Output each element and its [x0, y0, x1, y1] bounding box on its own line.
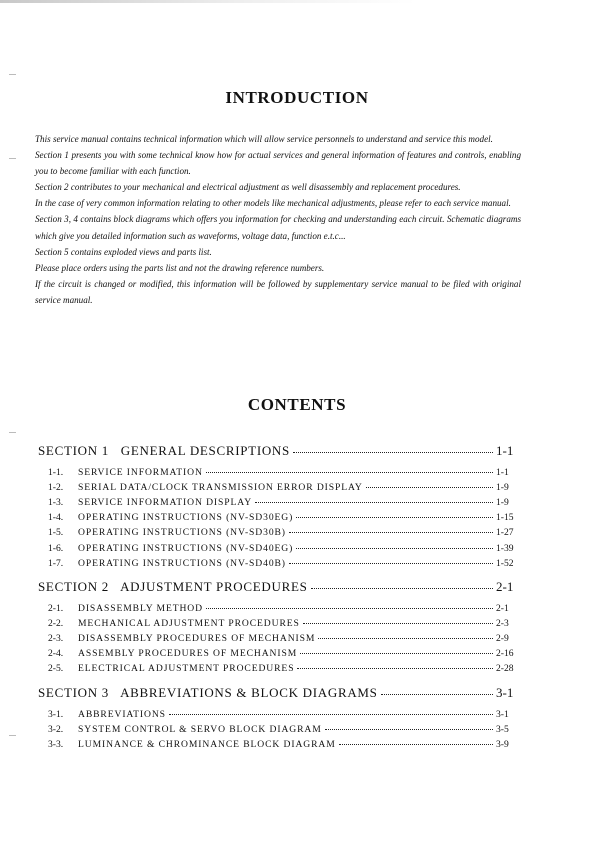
entry-title: DISASSEMBLY PROCEDURES OF MECHANISM: [78, 632, 316, 644]
entry-title: SERIAL DATA/CLOCK TRANSMISSION ERROR DISPLAY: [78, 481, 363, 493]
entry-title: SERVICE INFORMATION DISPLAY: [78, 496, 253, 508]
dot-leader: [255, 492, 493, 503]
toc-entry: [38, 555, 518, 570]
page-number: 1-9: [496, 481, 509, 493]
entry-number: 1-6.: [48, 542, 64, 554]
page-number: 2-1: [496, 579, 514, 594]
dot-leader: [293, 439, 493, 453]
page-number: 2-9: [496, 632, 509, 644]
dot-leader: [169, 704, 493, 715]
entry-number: 2-2.: [48, 617, 64, 629]
dot-leader: [206, 598, 493, 609]
page-number: 1-1: [496, 466, 509, 478]
page-number: 2-3: [496, 617, 509, 629]
toc-section-3: [38, 683, 518, 752]
scan-mark: [9, 432, 16, 433]
toc-section-2: [38, 577, 518, 676]
dot-leader: [297, 659, 493, 670]
toc-section-heading: [38, 683, 518, 699]
page-number: 1-9: [496, 496, 509, 508]
dot-leader: [339, 734, 493, 745]
introduction-text: [35, 131, 521, 308]
toc-entry: [38, 661, 518, 676]
page-number: 3-9: [496, 738, 509, 750]
dot-leader: [311, 575, 493, 589]
toc-section-1: [38, 441, 518, 570]
entry-number: 1-3.: [48, 496, 64, 508]
entry-number: 1-2.: [48, 481, 64, 493]
intro-paragraph: This service manual contains technical information which will allow service personnels to understand and service this model.: [35, 134, 493, 144]
entry-number: 2-3.: [48, 632, 64, 644]
intro-paragraph: Section 1 presents you with some technical know how for actual services and general information of features and controls, enabling you to become familiar with each function.: [35, 150, 521, 177]
intro-paragraph: Please place orders using the parts list and not the drawing reference numbers.: [35, 262, 325, 273]
page-number: 1-52: [496, 557, 514, 569]
scan-mark: [9, 735, 16, 736]
entry-title: ABBREVIATIONS: [78, 708, 166, 720]
toc-section-heading: [38, 577, 518, 593]
section-title: SECTION 2 ADJUSTMENT PROCEDURES: [38, 579, 308, 594]
entry-title: MECHANICAL ADJUSTMENT PROCEDURES: [78, 617, 300, 629]
entry-title: SYSTEM CONTROL & SERVO BLOCK DIAGRAM: [78, 723, 322, 735]
entry-title: DISASSEMBLY METHOD: [78, 602, 203, 614]
page-number: 2-1: [496, 602, 509, 614]
entry-title: OPERATING INSTRUCTIONS (NV-SD40B): [78, 557, 286, 569]
intro-paragraph: Section 2 contributes to your mechanical and electrical adjustment as well disassembly and replacement procedures.: [35, 182, 461, 193]
entry-number: 3-1.: [48, 708, 64, 720]
entry-title: SERVICE INFORMATION: [78, 466, 203, 478]
dot-leader: [300, 644, 493, 655]
scan-mark: [9, 74, 16, 75]
entry-title: OPERATING INSTRUCTIONS (NV-SD40EG): [78, 542, 294, 554]
dot-leader: [325, 719, 493, 730]
entry-title: OPERATING INSTRUCTIONS (NV-SD30B): [78, 527, 286, 539]
page-number: 2-16: [496, 648, 514, 660]
dot-leader: [289, 523, 493, 534]
section-title: SECTION 1 GENERAL DESCRIPTIONS: [38, 443, 290, 458]
dot-leader: [289, 553, 493, 564]
scan-mark: [9, 158, 16, 159]
page-number: 1-27: [496, 527, 514, 539]
dot-leader: [318, 628, 493, 639]
intro-paragraph: In the case of very common information relating to other models like mechanical adjustments, please refer to each service manual.: [35, 198, 511, 209]
intro-paragraph: Section 3, 4 contains block diagrams which offers you information for checking and understanding each circuit. Schematic diagrams which give you detailed information such as waveforms, voltage data, function e.t.c...: [35, 214, 521, 241]
entry-number: 2-5.: [48, 663, 64, 675]
dot-leader: [381, 681, 493, 695]
page-number: 2-28: [496, 663, 514, 675]
entry-title: OPERATING INSTRUCTIONS (NV-SD30EG): [78, 512, 294, 524]
introduction-heading: INTRODUCTION: [225, 88, 369, 107]
entry-title: LUMINANCE & CHROMINANCE BLOCK DIAGRAM: [78, 738, 336, 750]
entry-number: 1-5.: [48, 527, 64, 539]
contents-heading: CONTENTS: [247, 395, 347, 414]
section-title: SECTION 3 ABBREVIATIONS & BLOCK DIAGRAMS: [38, 685, 378, 700]
intro-paragraph: Section 5 contains exploded views and parts list.: [35, 246, 212, 257]
scan-edge: [0, 0, 594, 3]
entry-number: 2-1.: [48, 602, 64, 614]
entry-title: ELECTRICAL ADJUSTMENT PROCEDURES: [78, 663, 295, 675]
dot-leader: [296, 538, 493, 549]
entry-number: 3-2.: [48, 723, 64, 735]
entry-number: 1-7.: [48, 557, 64, 569]
toc-section-heading: [38, 441, 518, 457]
dot-leader: [303, 613, 493, 624]
dot-leader: [296, 508, 493, 519]
page-number: 3-1: [496, 685, 514, 700]
toc-entry: [38, 736, 518, 751]
entry-title: ASSEMBLY PROCEDURES OF MECHANISM: [78, 648, 298, 660]
entry-number: 3-3.: [48, 738, 64, 750]
page-number: 3-1: [496, 708, 509, 720]
entry-number: 1-4.: [48, 512, 64, 524]
page-number: 1-1: [496, 443, 514, 458]
dot-leader: [366, 477, 493, 488]
entry-number: 2-4.: [48, 648, 64, 660]
page-number: 3-5: [496, 723, 509, 735]
dot-leader: [206, 462, 493, 473]
intro-paragraph: If the circuit is changed or modified, this information will be followed by supplementary service manual to be filed with original service manual.: [35, 278, 521, 305]
entry-number: 1-1.: [48, 466, 64, 478]
page-number: 1-15: [496, 512, 514, 524]
page-number: 1-39: [496, 542, 514, 554]
